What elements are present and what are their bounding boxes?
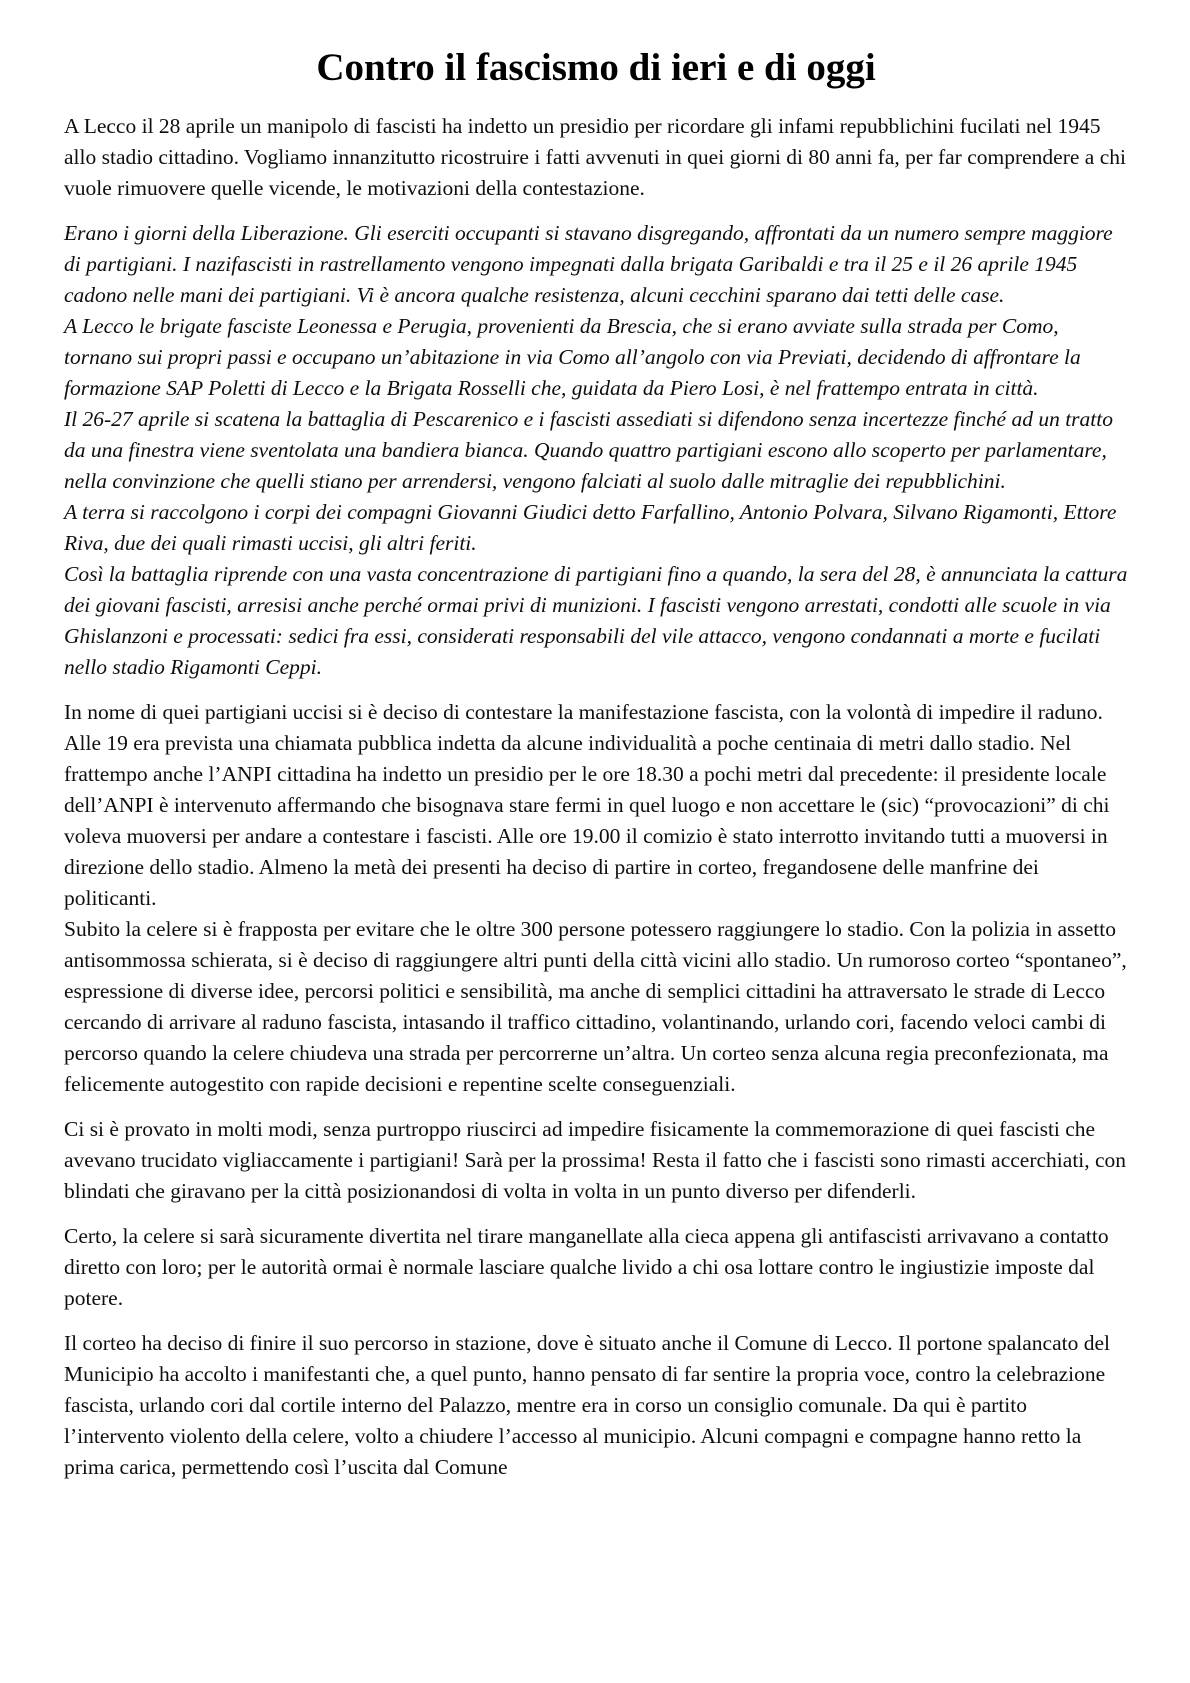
paragraph-chiamata-pubblica: Alle 19 era prevista una chiamata pubblica indetta da alcune individualità a poche centinaia di metri dallo stadio. Nel frattempo anche l’ANPI cittadina ha indetto un presidio per le ore 18.30 a pochi metri dal precedente: il presidente locale dell’ANPI è intervenuto affermando che bisognava stare fermi in quel luogo e non accettare le (sic) “provocazioni” di chi voleva muoversi per andare a contestare i fascisti. Alle ore 19.00 il comizio è stato interrotto invitando tutti a muoversi in direzione dello stadio. Almeno la metà dei presenti ha deciso di partire in corteo, fregandosene delle manfrine dei politicanti. — [64, 730, 1110, 910]
bilancio-block — [64, 1114, 1128, 1207]
paragraph-ci-si-e-provato: Ci si è provato in molti modi, senza purtroppo riuscirci ad impedire fisicamente la commemorazione di quei fascisti che avevano trucidato vigliaccamente i partigiani! Sarà per la prossima! Resta il fatto che i fascisti sono rimasti accerchiati, con blindati che giravano per la città posizionandosi di volta in volta in un punto diverso per difenderli. — [64, 1116, 1127, 1203]
intro-block — [64, 111, 1128, 204]
historical-paragraph-compagni-caduti: A terra si raccolgono i corpi dei compagni Giovanni Giudici detto Farfallino, Antonio Polvara, Silvano Rigamonti, Ettore Riva, due dei quali rimasti uccisi, gli altri feriti. — [64, 499, 1117, 555]
historical-paragraph-brigate-fasciste: A Lecco le brigate fasciste Leonessa e Perugia, provenienti da Brescia, che si erano avviate sulla strada per Como, tornano sui propri passi e occupano un’abitazione in via Como all’angolo con via Previati, decidendo di affrontare la formazione SAP Poletti di Lecco e la Brigata Rosselli che, guidata da Piero Losi, è nel frattempo entrata in città. — [64, 313, 1081, 400]
paragraph-corteo-stazione: Il corteo ha deciso di finire il suo percorso in stazione, dove è situato anche il Comune di Lecco. Il portone spalancato del Municipio ha accolto i manifestanti che, a quel punto, hanno pensato di far sentire la propria voce, contro la celebrazione fascista, urlando cori dal cortile interno del Palazzo, mentre era in corso un consiglio comunale. Da qui è partito l’intervento violento della celere, volto a chiudere l’accesso al municipio. Alcuni compagni e compagne hanno retto la prima carica, permettendo così l’uscita dal Comune — [64, 1330, 1110, 1479]
contestazione-block — [64, 697, 1128, 1100]
document-title: Contro il fascismo di ieri e di oggi — [316, 46, 876, 89]
intro-paragraph: A Lecco il 28 aprile un manipolo di fascisti ha indetto un presidio per ricordare gli infami repubblichini fucilati nel 1945 allo stadio cittadino. Vogliamo innanzitutto ricostruire i fatti avvenuti in quei giorni di 80 anni fa, per far comprendere a chi vuole rimuovere quelle vicende, le motivazioni della contestazione. — [64, 113, 1126, 200]
stazione-block — [64, 1328, 1128, 1483]
paragraph-manganellate: Certo, la celere si sarà sicuramente divertita nel tirare manganellate alla cieca appena gli antifascisti arrivavano a contatto diretto con loro; per le autorità ormai è normale lasciare qualche livido a chi osa lottare contro le ingiustizie imposte dal potere. — [64, 1223, 1109, 1310]
paragraph-corteo-spontaneo: Subito la celere si è frapposta per evitare che le oltre 300 persone potessero raggiungere lo stadio. Con la polizia in assetto antisommossa schierata, si è deciso di raggiungere altri punti della città vicini allo stadio. Un rumoroso corteo “spontaneo”, espressione di diverse idee, percorsi politici e sensibilità, ma anche di semplici cittadini ha attraversato le strade di Lecco cercando di arrivare al raduno fascista, intasando il traffico cittadino, volantinando, urlando cori, facendo veloci cambi di percorso quando la celere chiudeva una strada per percorrerne un’altra. Un corteo senza alcuna regia preconfezionata, ma felicemente autogestito con rapide decisioni e repentine scelte conseguenziali. — [64, 916, 1127, 1096]
celere-block — [64, 1221, 1128, 1314]
historical-account-block — [64, 218, 1128, 683]
historical-paragraph-liberazione: Erano i giorni della Liberazione. Gli eserciti occupanti si stavano disgregando, affrontati da un numero sempre maggiore di partigiani. I nazifascisti in rastrellamento vengono impegnati dalla brigata Garibaldi e tra il 25 e il 26 aprile 1945 cadono nelle mani dei partigiani. Vi è ancora qualche resistenza, alcuni cecchini sparano dai tetti delle case. — [64, 220, 1113, 307]
document-body — [64, 111, 1128, 1483]
paragraph-in-nome-partigiani: In nome di quei partigiani uccisi si è deciso di contestare la manifestazione fascista, con la volontà di impedire il raduno. — [64, 699, 1103, 724]
historical-paragraph-battaglia-pescarenico: Il 26-27 aprile si scatena la battaglia di Pescarenico e i fascisti assediati si difendono senza incertezze finché ad un tratto da una finestra viene sventolata una bandiera bianca. Quando quattro partigiani escono allo scoperto per parlamentare, nella convinzione che quelli stiano per arrendersi, vengono falciati al suolo dalle mitraglie dei repubblichini. — [64, 406, 1113, 493]
historical-paragraph-cattura-fascisti: Così la battaglia riprende con una vasta concentrazione di partigiani fino a quando, la sera del 28, è annunciata la cattura dei giovani fascisti, arresisi anche perché ormai privi di munizioni. I fascisti vengono arrestati, condotti alle scuole in via Ghislanzoni e processati: sedici fra essi, considerati responsabili del vile attacco, vengono condannati a morte e fucilati nello stadio Rigamonti Ceppi. — [64, 561, 1128, 679]
